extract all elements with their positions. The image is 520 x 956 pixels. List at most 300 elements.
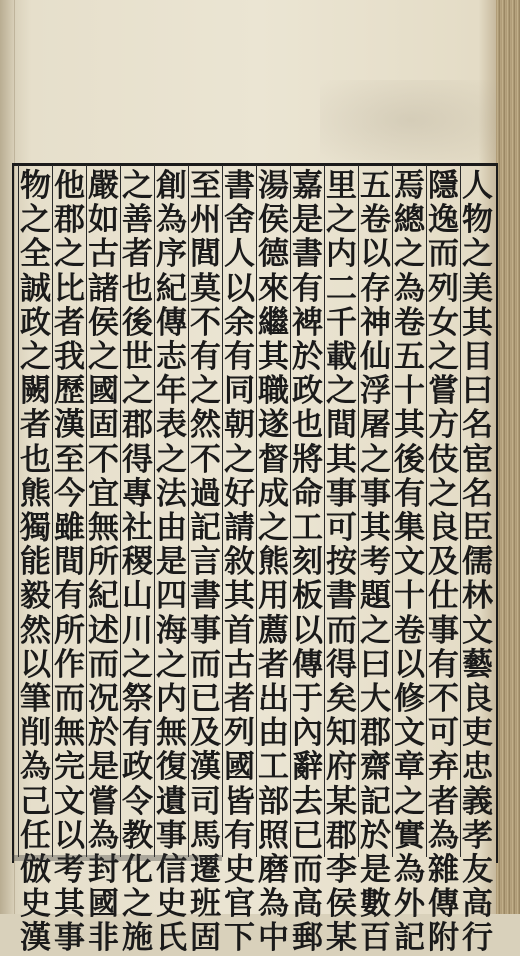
character: 為 [88,817,119,854]
character: 傳 [292,646,323,683]
character: 繼 [258,304,289,341]
character: 内 [326,236,357,273]
character: 以 [54,817,85,854]
character: 班 [190,886,221,923]
character: 遷 [190,852,221,889]
character: 文 [394,544,425,581]
character: 况 [88,681,119,718]
character: 章 [394,749,425,786]
character: 國 [224,749,255,786]
character: 創 [156,168,187,204]
character: 社 [122,510,153,547]
character: 諸 [88,270,119,307]
character: 及 [190,715,221,752]
character: 海 [156,612,187,649]
character: 良 [462,681,493,718]
character: 歷 [54,373,85,410]
character: 其 [360,510,391,547]
character: 記 [360,783,391,820]
text-column [256,165,290,956]
character: 事 [156,817,187,854]
character: 孝 [462,817,493,854]
character: 之 [156,441,187,478]
character: 為 [394,270,425,307]
character: 命 [292,475,323,512]
character: 按 [326,544,357,581]
character: 請 [224,510,255,547]
character: 為 [156,202,187,239]
character: 板 [292,578,323,615]
character: 良 [428,510,459,547]
character: 過 [190,475,221,512]
character: 閭 [190,236,221,273]
character: 後 [122,304,153,341]
character: 人 [462,168,493,204]
character: 他 [54,168,85,204]
text-column [426,165,460,956]
character: 至 [190,168,221,204]
character: 好 [224,475,255,512]
character: 文 [54,783,85,820]
text-column [460,165,494,956]
character: 于 [292,681,323,718]
character: 記 [190,510,221,547]
character: 考 [360,544,391,581]
character: 於 [292,339,323,376]
character: 記 [394,920,425,956]
character: 傳 [156,304,187,341]
character: 封 [88,852,119,889]
character: 首 [224,612,255,649]
character: 古 [88,236,119,273]
character: 削 [20,715,51,752]
character: 後 [394,441,425,478]
character: 書 [326,578,357,615]
character: 數 [360,886,391,923]
character: 部 [258,783,289,820]
character: 誠 [20,270,51,307]
character: 而 [190,646,221,683]
character: 任 [20,817,51,854]
character: 已 [292,817,323,854]
character: 事 [360,475,391,512]
character: 己 [20,783,51,820]
character: 存 [360,270,391,307]
character: 漢 [20,920,51,956]
character: 為 [20,749,51,786]
character: 列 [428,270,459,307]
character: 事 [54,920,85,956]
character: 將 [292,441,323,478]
character: 是 [88,749,119,786]
character: 美 [462,270,493,307]
character: 也 [122,270,153,307]
character: 不 [88,441,119,478]
character: 四 [156,578,187,615]
character: 得 [326,646,357,683]
character: 嘉 [292,168,323,204]
character: 國 [88,886,119,923]
character: 其 [258,339,289,376]
character: 之 [20,202,51,239]
character: 可 [326,510,357,547]
character: 刻 [292,544,323,581]
character: 以 [20,646,51,683]
character: 序 [156,236,187,273]
text-column [392,165,426,956]
character: 列 [224,715,255,752]
character: 漢 [54,407,85,444]
character: 職 [258,373,289,410]
character: 漢 [190,749,221,786]
text-column [358,165,392,956]
character: 嘗 [88,783,119,820]
character: 者 [20,407,51,444]
character: 固 [88,407,119,444]
character: 臣 [462,510,493,547]
character: 史 [20,886,51,923]
character: 世 [122,339,153,376]
character: 屠 [360,407,391,444]
character: 者 [122,236,153,273]
character: 有 [224,339,255,376]
character: 物 [20,168,51,204]
character: 焉 [394,168,425,204]
character: 卷 [394,304,425,341]
character: 可 [428,715,459,752]
character: 以 [360,236,391,273]
character: 千 [326,304,357,341]
character: 磨 [258,852,289,889]
character: 曰 [462,373,493,410]
character: 書 [224,168,255,204]
character: 舍 [224,202,255,239]
character: 去 [292,783,323,820]
character: 之 [428,475,459,512]
character: 州 [190,202,221,239]
character: 我 [54,339,85,376]
character: 國 [88,373,119,410]
character: 倣 [20,852,51,889]
character: 五 [394,339,425,376]
character: 浮 [360,373,391,410]
character: 之 [122,168,153,204]
character: 而 [54,681,85,718]
character: 政 [292,373,323,410]
character: 筆 [20,681,51,718]
ink-smudge [12,855,222,861]
character: 之 [156,646,187,683]
character: 來 [258,270,289,307]
character: 行 [462,920,493,956]
character: 所 [88,544,119,581]
character: 敘 [224,544,255,581]
character: 表 [156,407,187,444]
character: 固 [190,920,221,956]
character: 余 [224,304,255,341]
character: 實 [394,817,425,854]
character: 山 [122,578,153,615]
character: 為 [258,886,289,923]
character: 雖 [54,510,85,547]
character: 而 [292,852,323,889]
text-column [324,165,358,956]
text-column [290,165,324,956]
character: 大 [360,681,391,718]
character: 高 [292,886,323,923]
character: 政 [122,749,153,786]
text-column [18,165,52,956]
character: 郡 [54,202,85,239]
character: 書 [190,578,221,615]
character: 有 [292,270,323,307]
character: 莫 [190,270,221,307]
character: 弃 [428,749,459,786]
character: 嘗 [428,373,459,410]
character: 然 [190,407,221,444]
character: 祭 [122,681,153,718]
character: 言 [190,544,221,581]
character: 湯 [258,168,289,204]
character: 義 [462,783,493,820]
character: 有 [54,578,85,615]
character: 矣 [326,681,357,718]
character: 史 [156,886,187,923]
character: 名 [462,475,493,512]
character: 之 [122,886,153,923]
character: 官 [224,886,255,923]
character: 朝 [224,407,255,444]
character: 古 [224,646,255,683]
character: 述 [88,612,119,649]
ink-bleed-through [320,80,500,160]
character: 川 [122,612,153,649]
character: 忠 [462,749,493,786]
character: 者 [428,783,459,820]
text-column [86,165,120,956]
character: 吏 [462,715,493,752]
character: 是 [156,544,187,581]
character: 間 [54,544,85,581]
character: 里 [326,168,357,204]
character: 者 [258,646,289,683]
character: 書 [292,236,323,273]
character: 之 [428,339,459,376]
character: 工 [258,749,289,786]
text-column [154,165,188,956]
character: 不 [190,304,221,341]
character: 信 [156,852,187,889]
character: 有 [428,646,459,683]
character: 獨 [20,510,51,547]
character: 文 [462,612,493,649]
character: 某 [326,920,357,956]
character: 郡 [122,407,153,444]
character: 之 [394,783,425,820]
character: 友 [462,852,493,889]
character: 李 [326,852,357,889]
character: 女 [428,304,459,341]
character: 侯 [326,886,357,923]
character: 郡 [326,817,357,854]
character: 紀 [156,270,187,307]
character: 以 [292,612,323,649]
character: 至 [54,441,85,478]
character: 高 [462,886,493,923]
character: 事 [326,475,357,512]
character: 載 [326,339,357,376]
character: 由 [258,715,289,752]
vertical-text-block [16,165,494,956]
character: 法 [156,475,187,512]
text-column [120,165,154,956]
character: 而 [428,236,459,273]
character: 皆 [224,783,255,820]
character: 司 [190,783,221,820]
character: 及 [428,544,459,581]
character: 以 [394,646,425,683]
character: 無 [54,715,85,752]
character: 百 [360,920,391,956]
character: 其 [462,304,493,341]
character: 全 [20,236,51,273]
character: 卷 [394,612,425,649]
character: 雜 [428,852,459,889]
character: 也 [292,407,323,444]
character: 內 [292,715,323,752]
character: 照 [258,817,289,854]
character: 是 [292,202,323,239]
character: 於 [88,715,119,752]
character: 十 [394,578,425,615]
character: 如 [88,202,119,239]
character: 同 [224,373,255,410]
character: 馬 [190,817,221,854]
character: 由 [156,510,187,547]
character: 無 [156,715,187,752]
character: 有 [394,475,425,512]
character: 嚴 [88,168,119,204]
character: 毅 [20,578,51,615]
character: 人 [224,236,255,273]
character: 其 [54,886,85,923]
character: 成 [258,475,289,512]
character: 然 [20,612,51,649]
character: 也 [20,441,51,478]
character: 其 [224,578,255,615]
character: 裨 [292,304,323,341]
character: 目 [462,339,493,376]
character: 闕 [20,373,51,410]
character: 而 [88,646,119,683]
character: 專 [122,475,153,512]
character: 藝 [462,646,493,683]
character: 中 [258,920,289,956]
text-column [52,165,86,956]
character: 熊 [20,475,51,512]
character: 復 [156,749,187,786]
character: 之 [20,339,51,376]
character: 有 [190,339,221,376]
character: 之 [360,441,391,478]
character: 化 [122,852,153,889]
character: 有 [122,715,153,752]
character: 德 [258,236,289,273]
character: 者 [54,304,85,341]
character: 修 [394,681,425,718]
character: 文 [394,715,425,752]
character: 辭 [292,749,323,786]
character: 之 [258,510,289,547]
character: 比 [54,270,85,307]
character: 熊 [258,544,289,581]
character: 之 [122,373,153,410]
character: 名 [462,407,493,444]
character: 仙 [360,339,391,376]
character: 林 [462,578,493,615]
character: 有 [224,817,255,854]
character: 稷 [122,544,153,581]
character: 史 [224,852,255,889]
character: 傳 [428,886,459,923]
character: 之 [360,612,391,649]
character: 不 [190,441,221,478]
character: 非 [88,920,119,956]
character: 郡 [360,715,391,752]
character: 曰 [360,646,391,683]
character: 卷 [360,202,391,239]
character: 神 [360,304,391,341]
character: 用 [258,578,289,615]
character: 内 [156,681,187,718]
character: 是 [360,852,391,889]
character: 善 [122,202,153,239]
character: 之 [88,339,119,376]
character: 者 [224,681,255,718]
character: 之 [122,646,153,683]
character: 政 [20,304,51,341]
character: 氏 [156,920,187,956]
character: 志 [156,339,187,376]
character: 無 [88,510,119,547]
character: 所 [54,612,85,649]
character: 之 [190,373,221,410]
character: 逸 [428,202,459,239]
character: 於 [360,817,391,854]
character: 完 [54,749,85,786]
character: 為 [394,852,425,889]
character: 作 [54,646,85,683]
character: 之 [326,202,357,239]
character: 隱 [428,168,459,204]
character: 令 [122,783,153,820]
character: 遂 [258,407,289,444]
character: 能 [20,544,51,581]
character: 之 [394,236,425,273]
character: 考 [54,852,85,889]
character: 遺 [156,783,187,820]
character: 儒 [462,544,493,581]
character: 侯 [258,202,289,239]
character: 侯 [88,304,119,341]
character: 十 [394,373,425,410]
character: 督 [258,441,289,478]
character: 不 [428,681,459,718]
character: 之 [462,236,493,273]
character: 施 [122,920,153,956]
text-column [222,165,256,956]
character: 方 [428,407,459,444]
